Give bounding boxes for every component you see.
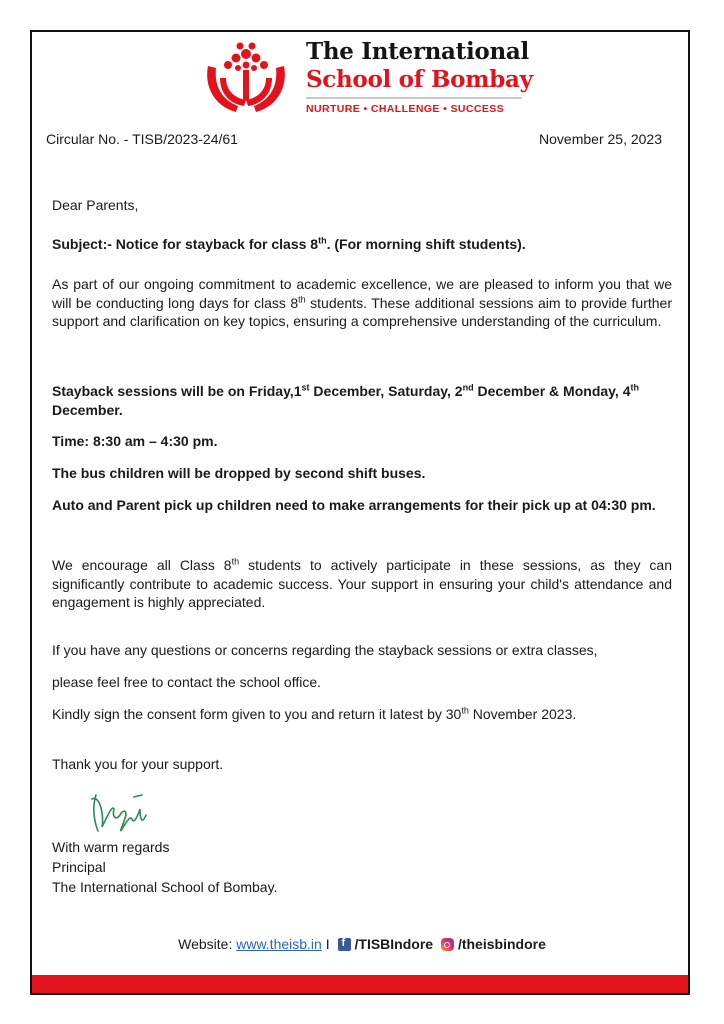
school-name-line1: The International xyxy=(306,38,529,65)
instagram-handle[interactable]: /theisbindore xyxy=(457,936,546,952)
circular-number: Circular No. - TISB/2023-24/61 xyxy=(46,131,238,147)
facebook-handle[interactable]: /TISBIndore xyxy=(354,936,434,952)
school-tagline: NURTURE • CHALLENGE • SUCCESS xyxy=(306,103,505,115)
logo-divider xyxy=(306,97,522,99)
encourage-paragraph: We encourage all Class 8th students to actively participate in these sessions, as they can significantly contribute to academic success. Your support in ensuring your child's attendance and engagement is highly appreciated. xyxy=(52,556,672,610)
signature-image xyxy=(82,785,162,837)
instagram-icon xyxy=(441,938,454,951)
contact-line: please feel free to contact the school office. xyxy=(52,674,322,690)
salutation: Dear Parents, xyxy=(52,197,139,213)
intro-paragraph: As part of our ongoing commitment to academic excellence, we are pleased to inform you that we will be conducting long days for class 8th students. These additional sessions aim to provide further support and clarification on key topics, ensuring a comprehensive understanding of the curriculum. xyxy=(52,276,672,329)
facebook-icon xyxy=(338,938,351,951)
questions-line: If you have any questions or concerns regarding the stayback sessions or extra classes, xyxy=(52,642,598,658)
bus-notice: The bus children will be dropped by second shift buses. xyxy=(52,465,426,481)
website-link[interactable]: www.theisb.in xyxy=(236,936,322,952)
signatory-organization: The International School of Bombay. xyxy=(52,879,278,895)
school-name-line2: School of Bombay xyxy=(306,66,533,93)
thanks-line: Thank you for your support. xyxy=(52,756,224,772)
closing-line: With warm regards xyxy=(52,839,170,855)
circular-date: November 25, 2023 xyxy=(539,131,662,147)
sessions-dates: Stayback sessions will be on Friday,1st December, Saturday, 2nd December & Monday, 4th December. xyxy=(52,382,639,418)
footer xyxy=(0,936,724,952)
subject-line: Subject:- Notice for stayback for class 8th. (For morning shift students). xyxy=(52,235,526,252)
pickup-notice: Auto and Parent pick up children need to make arrangements for their pick up at 04:30 pm. xyxy=(52,497,656,513)
consent-line: Kindly sign the consent form given to you and return it latest by 30th November 2023. xyxy=(52,705,577,722)
website-label: Website: xyxy=(178,936,233,952)
signatory-title: Principal xyxy=(52,859,106,875)
footer-separator: I xyxy=(325,936,330,952)
school-logo-icon xyxy=(198,38,294,118)
footer-red-bar xyxy=(32,975,688,993)
session-time: Time: 8:30 am – 4:30 pm. xyxy=(52,433,218,449)
